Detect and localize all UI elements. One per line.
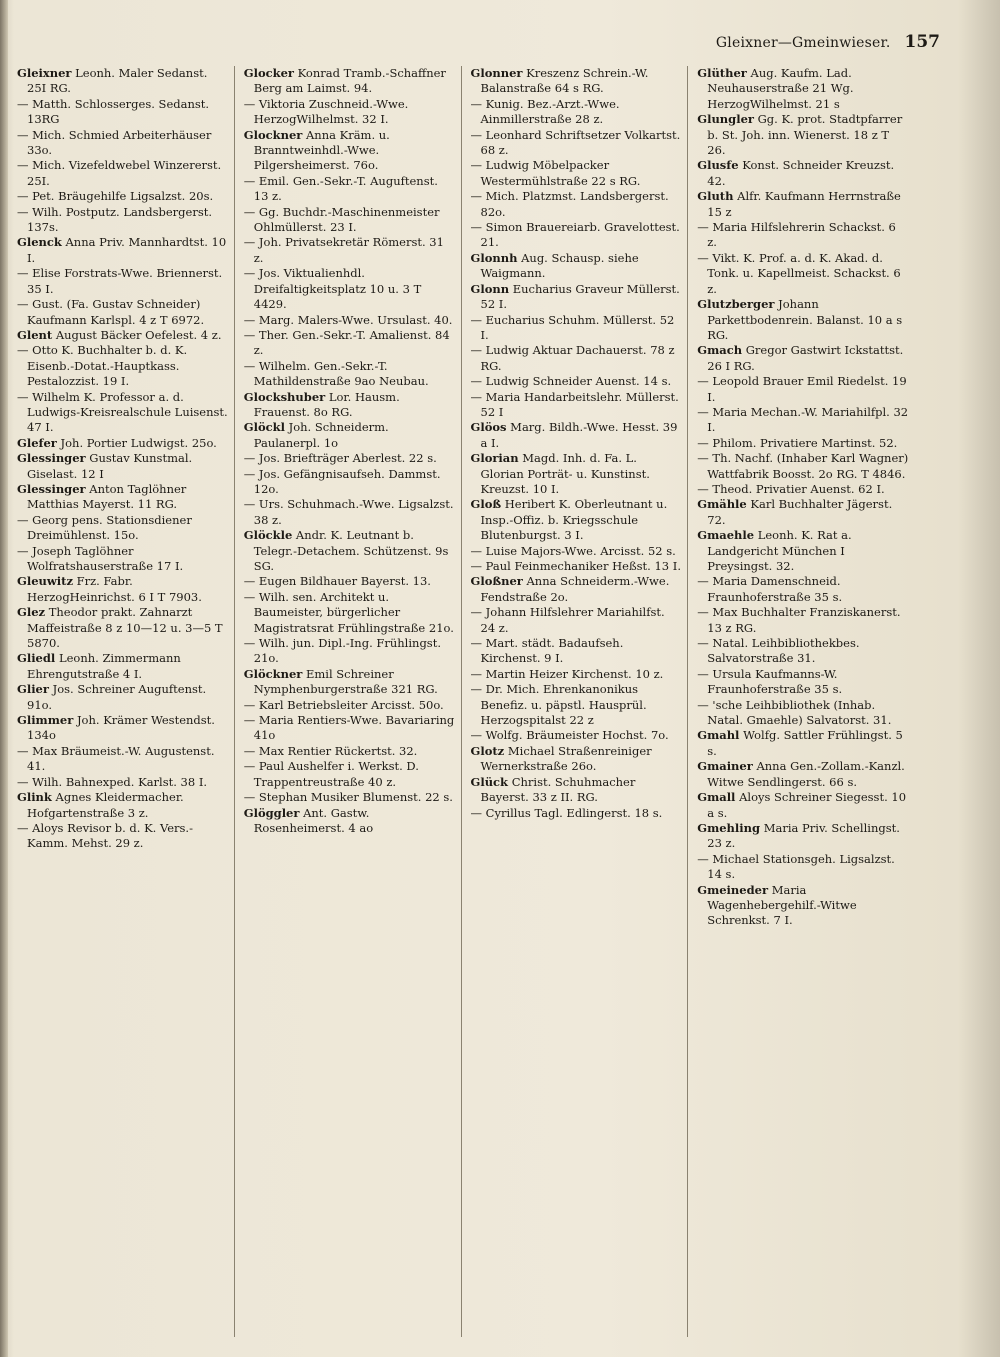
entry-surname: Glonnh (470, 250, 518, 265)
entry-surname: Glück (470, 774, 509, 789)
entry-details: Johann Parkettbodenrein. Balanst. 10 a s RG. (707, 297, 903, 342)
entry-details: Anton Taglöhner Matthias Mayerst. 11 RG. (27, 481, 187, 512)
directory-entry (697, 497, 909, 528)
directory-entry (697, 528, 909, 574)
entry-details: Wilh. Bahnexped. Karlst. 38 I. (32, 774, 208, 789)
entry-surname: Glöckle (243, 528, 293, 543)
directory-entry (17, 713, 229, 744)
entry-surname: Glöckl (243, 420, 285, 435)
directory-entry (17, 343, 229, 389)
entry-details: Wilhelm. Gen.-Sekr.-T. Mathildenstraße 9ao Neubau. (253, 358, 429, 389)
entry-details: Luise Majors-Wwe. Arcisst. 52 s. (485, 543, 676, 558)
page-edge-shadow (958, 0, 1000, 1357)
entry-details: Michael Straßenreiniger Wernerkstraße 26o. (480, 743, 652, 774)
entry-details: Vikt. K. Prof. a. d. K. Akad. d. Tonk. u. Kapellmeist. Schackst. 6 z. (707, 250, 901, 296)
entry-details: Agnes Kleidermacher. Hofgartenstraße 3 z. (27, 790, 184, 820)
page-number: 157 (904, 32, 940, 52)
entry-details: Cyrillus Tagl. Edlingerst. 18 s. (485, 805, 663, 820)
entry-details: Natal. Leihbibliothekbes. Salvatorstraße 31. (707, 636, 860, 666)
directory-entry (697, 220, 909, 251)
entry-details: Joh. Schneiderm. Paulanerpl. 1o (253, 420, 389, 450)
entry-surname: Glier (17, 682, 49, 697)
directory-entry (244, 698, 456, 713)
entry-details: Andr. K. Leutnant b. Telegr.-Detachem. Schützenst. 9s SG. (253, 528, 449, 573)
entry-details: Aloys Revisor b. d. K. Vers.-Kamm. Mehst. 29 z. (27, 820, 193, 851)
entry-surname: Gloßner (470, 574, 523, 589)
directory-entry (244, 790, 456, 805)
entry-details: Mich. Vizefeldwebel Winzererst. 25I. (27, 158, 222, 188)
directory-entry (697, 374, 909, 405)
entry-details: Pet. Bräugehilfe Ligsalzst. 20s. (32, 189, 214, 204)
entry-details: Magd. Inh. d. Fa. L. Glorian Porträt- u. Kunstinst. Kreuzst. 10 I. (480, 451, 650, 496)
directory-entry (244, 97, 456, 128)
entry-details: Jos. Schreiner Auguftenst. 91o. (27, 682, 207, 712)
entry-surname: Gmähle (697, 497, 747, 512)
entry-surname: Gluth (697, 189, 734, 204)
directory-entry (471, 775, 683, 806)
directory-entry (244, 390, 456, 421)
entry-details: Matth. Schlosserges. Sedanst. 13RG (27, 96, 210, 127)
directory-column-2 (239, 66, 462, 1337)
entry-details: Jos. Viktualienhdl. Dreifaltigkeitsplatz 10 u. 3 T 4429. (253, 266, 422, 312)
directory-entry (697, 790, 909, 821)
entry-surname: Gleuwitz (17, 574, 73, 589)
entry-details: Michael Stationsgeh. Ligsalzst. 14 s. (707, 851, 895, 882)
entry-details: Max Rentier Rückertst. 32. (258, 743, 418, 758)
entry-details: Max Buchhalter Franziskanerst. 13 z RG. (707, 605, 901, 635)
directory-column-1 (12, 66, 235, 1337)
directory-entry (471, 158, 683, 189)
entry-details: Maria Hilfslehrerin Schackst. 6 z. (707, 220, 896, 250)
directory-entry (697, 728, 909, 759)
entry-details: Maria Handarbeitslehr. Müllerst. 52 I (480, 389, 679, 419)
entry-details: Viktoria Zuschneid.-Wwe. HerzogWilhelmst. 32 I. (253, 96, 409, 127)
entry-details: Joseph Taglöhner Wolfratshauserstraße 17 I. (27, 543, 184, 573)
entry-details: Frz. Fabr. HerzogHeinrichst. 6 I T 7903. (27, 574, 202, 604)
directory-entry (17, 297, 229, 328)
directory-entry (17, 390, 229, 436)
entry-details: Ludwig Schneider Auenst. 14 s. (485, 374, 672, 389)
entry-surname: Gliedl (17, 651, 56, 666)
directory-entry (244, 420, 456, 451)
directory-entry (17, 605, 229, 651)
entry-details: Otto K. Buchhalter b. d. K. Eisenb.-Dotat.-Hauptkass. Pestalozzist. 19 I. (27, 343, 188, 389)
directory-entry (244, 235, 456, 266)
entry-surname: Glöos (470, 420, 507, 435)
entry-details: Maria Wagenhebergehilf.-Witwe Schrenkst. 7 I. (707, 882, 857, 928)
directory-entry (17, 744, 229, 775)
directory-entry (697, 482, 909, 497)
directory-entry (244, 313, 456, 328)
entry-surname: Gleixner (17, 66, 72, 80)
directory-entry (17, 158, 229, 189)
entry-details: Paul Feinmechaniker Heßst. 13 I. (485, 559, 681, 573)
entry-details: Theod. Privatier Auenst. 62 I. (712, 481, 885, 496)
entry-surname: Glonner (470, 66, 523, 80)
entry-surname: Glent (17, 327, 53, 342)
directory-entry (697, 759, 909, 790)
entry-details: Konst. Schneider Kreuzst. 42. (707, 158, 895, 188)
directory-entry (471, 374, 683, 389)
entry-details: Alfr. Kaufmann Herrnstraße 15 z (707, 189, 901, 219)
entry-details: Karl Betriebsleiter Arcisst. 50o. (258, 697, 444, 712)
entry-details: Aug. Kaufm. Lad. Neuhauserstraße 21 Wg. HerzogWilhelmst. 21 s (707, 66, 854, 111)
entry-surname: Gmach (697, 343, 743, 358)
directory-entry (471, 605, 683, 636)
directory-entry (697, 667, 909, 698)
entry-details: Heribert K. Oberleutnant u. Insp.-Offiz. b. Kriegsschule Blutenburgst. 3 I. (480, 497, 668, 543)
entry-details: Emil Schreiner Nymphenburgerstraße 321 RG. (253, 666, 438, 697)
entry-details: Leopold Brauer Emil Riedelst. 19 I. (707, 374, 907, 404)
directory-entry (17, 821, 229, 852)
entry-details: Aloys Schreiner Siegesst. 10 a s. (707, 790, 907, 820)
directory-entry (17, 574, 229, 605)
entry-details: Stephan Musiker Blumenst. 22 s. (258, 790, 453, 805)
entry-details: Konrad Tramb.-Schaffner Berg am Laimst. 94. (253, 66, 446, 96)
entry-details: Karl Buchhalter Jägerst. 72. (707, 497, 893, 527)
directory-entry (244, 467, 456, 498)
directory-entry (244, 806, 456, 837)
directory-entry (697, 636, 909, 667)
entry-details: Maria Damenschneid. Fraunhoferstraße 35 s. (707, 574, 843, 604)
entry-details: Gustav Kunstmal. Giselast. 12 I (27, 451, 193, 481)
directory-entry (697, 574, 909, 605)
directory-entry (471, 390, 683, 421)
directory-entry (244, 497, 456, 528)
directory-entry (471, 128, 683, 159)
directory-entry (697, 605, 909, 636)
directory-entry (471, 97, 683, 128)
directory-entry (471, 636, 683, 667)
entry-details: Eugen Bildhauer Bayerst. 13. (258, 574, 431, 589)
entry-details: Emil. Gen.-Sekr.-T. Auguftenst. 13 z. (253, 173, 438, 204)
directory-entry (471, 220, 683, 251)
entry-surname: Glefer (17, 435, 57, 450)
directory-entry (17, 544, 229, 575)
directory-entry (471, 343, 683, 374)
entry-details: Leonh. Zimmermann Ehrengutstraße 4 I. (27, 651, 181, 681)
entry-details: Marg. Malers-Wwe. Ursulast. 40. (258, 312, 453, 327)
entry-surname: Gloß (470, 497, 502, 512)
entry-surname: Glonn (470, 281, 510, 296)
entry-surname: Glöggler (243, 805, 300, 820)
entry-details: Maria Priv. Schellingst. 23 z. (707, 820, 900, 851)
entry-surname: Glöckner (243, 666, 303, 681)
entry-surname: Gmainer (697, 759, 753, 774)
entry-details: Th. Nachf. (Inhaber Karl Wagner) Wattfabrik Boosst. 2o RG. T 4846. (707, 451, 909, 481)
entry-details: Christ. Schuhmacher Bayerst. 33 z II. RG. (480, 774, 636, 805)
entry-surname: Glockner (243, 127, 303, 142)
entry-details: Gust. (Fa. Gustav Schneider) Kaufmann Karlspl. 4 z T 6972. (27, 297, 205, 327)
entry-details: August Bäcker Oefelest. 4 z. (55, 327, 222, 342)
entry-details: Mich. Platzmst. Landsbergerst. 82o. (480, 189, 669, 219)
entry-details: Eucharius Graveur Müllerst. 52 I. (480, 281, 680, 312)
directory-entry (17, 775, 229, 790)
entry-surname: Glocker (243, 66, 294, 80)
entry-details: Paul Aushelfer i. Werkst. D. Trappentreustraße 40 z. (253, 759, 419, 789)
directory-entry (244, 590, 456, 636)
directory-entry (17, 451, 229, 482)
directory-entry (697, 852, 909, 883)
directory-entry (471, 667, 683, 682)
entry-details: Maria Rentiers-Wwe. Bavariaring 41o (253, 713, 455, 743)
entry-details: Martin Heizer Kirchenst. 10 z. (485, 666, 664, 681)
directory-entry (697, 112, 909, 158)
directory-entry (697, 343, 909, 374)
entry-details: Anna Schneiderm.-Wwe. Fendstraße 2o. (480, 574, 670, 604)
directory-entry (697, 451, 909, 482)
directory-entry (17, 189, 229, 204)
directory-entry (244, 759, 456, 790)
directory-entry (17, 651, 229, 682)
entry-surname: Glotz (470, 743, 505, 758)
entry-details: Wilh. sen. Architekt u. Baumeister, bürgerlicher Magistratsrat Frühlingstraße 21o. (253, 589, 454, 635)
entry-details: Aug. Schausp. siehe Waigmann. (480, 250, 639, 281)
directory-entry (471, 574, 683, 605)
entry-details: Johann Hilfslehrer Mariahilfst. 24 z. (480, 605, 665, 635)
entry-details: Joh. Portier Ludwigst. 25o. (60, 435, 217, 450)
directory-entry (471, 544, 683, 559)
directory-entry (17, 66, 229, 97)
page-header (0, 32, 940, 56)
entry-details: Marg. Bildh.-Wwe. Hesst. 39 a I. (480, 420, 678, 450)
entry-details: Lor. Hausm. Frauenst. 8o RG. (253, 389, 400, 419)
directory-entry (471, 559, 683, 574)
directory-entry (17, 128, 229, 159)
entry-details: Ther. Gen.-Sekr.-T. Amalienst. 84 z. (253, 327, 450, 358)
directory-columns (12, 66, 914, 1337)
directory-entry (244, 574, 456, 589)
directory-entry (697, 66, 909, 112)
entry-surname: Gmehling (697, 820, 761, 835)
directory-entry (697, 297, 909, 343)
entry-details: Jos. Briefträger Aberlest. 22 s. (258, 451, 437, 466)
entry-surname: Glessinger (17, 451, 86, 466)
entry-details: Georg pens. Stationsdiener Dreimühlenst. 15o. (27, 512, 192, 543)
entry-surname: Glüther (697, 66, 747, 80)
entry-details: Anna Gen.-Zollam.-Kanzl. Witwe Sendlingerst. 66 s. (707, 759, 905, 789)
entry-surname: Gmahl (697, 728, 740, 743)
entry-details: Wilh. jun. Dipl.-Ing. Frühlingst. 21o. (253, 636, 441, 666)
entry-details: Wolfg. Sattler Frühlingst. 5 s. (707, 728, 903, 758)
entry-details: Gg. K. prot. Stadtpfarrer b. St. Joh. inn. Wienerst. 18 z T 26. (707, 112, 903, 158)
entry-surname: Glutzberger (697, 297, 775, 312)
entry-surname: Glusfe (697, 158, 739, 173)
directory-entry (244, 451, 456, 466)
directory-entry (244, 713, 456, 744)
running-head: Gleixner—Gmeinwieser. (715, 35, 891, 51)
directory-column-4 (692, 66, 914, 1337)
directory-entry (471, 420, 683, 451)
entry-surname: Glenck (17, 235, 62, 250)
entry-details: Mart. städt. Badaufseh. Kirchenst. 9 I. (480, 636, 624, 666)
entry-details: Theodor prakt. Zahnarzt Maffeistraße 8 z 10—12 u. 3—5 T 5870. (27, 605, 223, 651)
directory-entry (17, 205, 229, 236)
entry-surname: Glessinger (17, 481, 86, 496)
entry-details: Wolfg. Bräumeister Hochst. 7o. (485, 728, 669, 743)
directory-column-3 (466, 66, 689, 1337)
entry-surname: Glez (17, 605, 46, 620)
directory-entry (471, 189, 683, 220)
entry-details: Kunig. Bez.-Arzt.-Wwe. Ainmillerstraße 28 z. (480, 96, 620, 127)
directory-entry (17, 682, 229, 713)
directory-entry (244, 66, 456, 97)
entry-details: Leonh. Maler Sedanst. 25I RG. (27, 66, 208, 96)
directory-entry (697, 251, 909, 297)
directory-entry (471, 806, 683, 821)
entry-surname: Glimmer (17, 713, 74, 728)
directory-entry (471, 744, 683, 775)
entry-details: Ursula Kaufmanns-W. Fraunhoferstraße 35 s. (707, 666, 843, 697)
directory-entry (17, 436, 229, 451)
entry-details: Eucharius Schuhm. Müllerst. 52 I. (480, 312, 675, 342)
entry-details: Joh. Krämer Westendst. 134o (27, 713, 215, 743)
entry-details: Urs. Schuhmach.-Wwe. Ligsalzst. 38 z. (253, 497, 454, 527)
directory-entry (244, 205, 456, 236)
entry-details: Gg. Buchdr.-Maschinenmeister Ohlmüllerst. 23 I. (253, 204, 440, 235)
entry-details: Ludwig Aktuar Dachauerst. 78 z RG. (480, 343, 675, 373)
entry-details: Gregor Gastwirt Ickstattst. 26 I RG. (707, 343, 904, 373)
directory-entry (244, 174, 456, 205)
directory-entry (471, 497, 683, 543)
directory-entry (471, 451, 683, 497)
directory-entry (17, 97, 229, 128)
directory-entry (17, 513, 229, 544)
directory-entry (697, 821, 909, 852)
entry-details: Wilhelm K. Professor a. d. Ludwigs-Kreisrealschule Luisenst. 47 I. (27, 389, 228, 435)
entry-details: Ludwig Möbelpacker Westermühlstraße 22 s RG. (480, 158, 641, 188)
entry-details: Wilh. Postputz. Landsbergerst. 137s. (27, 204, 212, 235)
directory-entry (697, 405, 909, 436)
directory-entry (17, 235, 229, 266)
directory-entry (17, 266, 229, 297)
directory-entry (471, 251, 683, 282)
entry-details: Anna Priv. Mannhardtst. 10 I. (27, 235, 227, 265)
entry-details: Joh. Privatsekretär Römerst. 31 z. (253, 235, 444, 265)
directory-entry (697, 698, 909, 729)
directory-entry (17, 790, 229, 821)
directory-entry (697, 158, 909, 189)
entry-details: Mich. Schmied Arbeiterhäuser 33o. (27, 127, 212, 158)
directory-entry (471, 66, 683, 97)
directory-entry (244, 328, 456, 359)
directory-entry (471, 728, 683, 743)
entry-details: Leonh. K. Rat a. Landgericht München I Preysingst. 32. (707, 528, 852, 573)
entry-surname: Gmeineder (697, 882, 769, 897)
directory-entry (471, 282, 683, 313)
entry-surname: Glockshuber (243, 389, 326, 404)
entry-details: Jos. Gefängnisaufseh. Dammst. 12o. (253, 466, 441, 496)
directory-entry (244, 744, 456, 759)
entry-surname: Glink (17, 790, 52, 805)
entry-details: Simon Brauereiarb. Gravelottest. 21. (480, 220, 680, 250)
entry-details: Dr. Mich. Ehrenkanonikus Benefiz. u. päpstl. Hausprül. Herzogspitalst 22 z (480, 682, 647, 728)
entry-details: Ant. Gastw. Rosenheimerst. 4 ao (253, 805, 374, 835)
entry-details: Kreszenz Schrein.-W. Balanstraße 64 s RG. (480, 66, 649, 96)
page-spine-shadow (0, 0, 8, 1357)
directory-entry (17, 482, 229, 513)
entry-details: Elise Forstrats-Wwe. Briennerst. 35 I. (27, 266, 223, 296)
directory-entry (471, 313, 683, 344)
entry-surname: Glungler (697, 112, 754, 127)
entry-surname: Gmall (697, 790, 736, 805)
directory-entry (244, 636, 456, 667)
entry-details: Max Bräumeist.-W. Augustenst. 41. (27, 743, 215, 774)
directory-entry (471, 682, 683, 728)
directory-entry (244, 359, 456, 390)
entry-details: 'sche Leihbibliothek (Inhab. Natal. Gmaehle) Salvatorst. 31. (707, 697, 892, 728)
entry-surname: Glorian (470, 451, 519, 466)
directory-entry (697, 436, 909, 451)
entry-details: Philom. Privatiere Martinst. 52. (712, 435, 898, 450)
entry-details: Leonhard Schriftsetzer Volkartst. 68 z. (480, 127, 681, 158)
directory-entry (244, 128, 456, 174)
entry-surname: Gmaehle (697, 528, 755, 543)
entry-details: Anna Kräm. u. Branntweinhdl.-Wwe. Pilgersheimerst. 76o. (253, 127, 390, 173)
directory-entry (244, 667, 456, 698)
directory-entry (697, 883, 909, 929)
entry-details: Maria Mechan.-W. Mariahilfpl. 32 I. (707, 404, 909, 435)
directory-entry (244, 266, 456, 312)
directory-entry (244, 528, 456, 574)
directory-entry (17, 328, 229, 343)
directory-entry (697, 189, 909, 220)
